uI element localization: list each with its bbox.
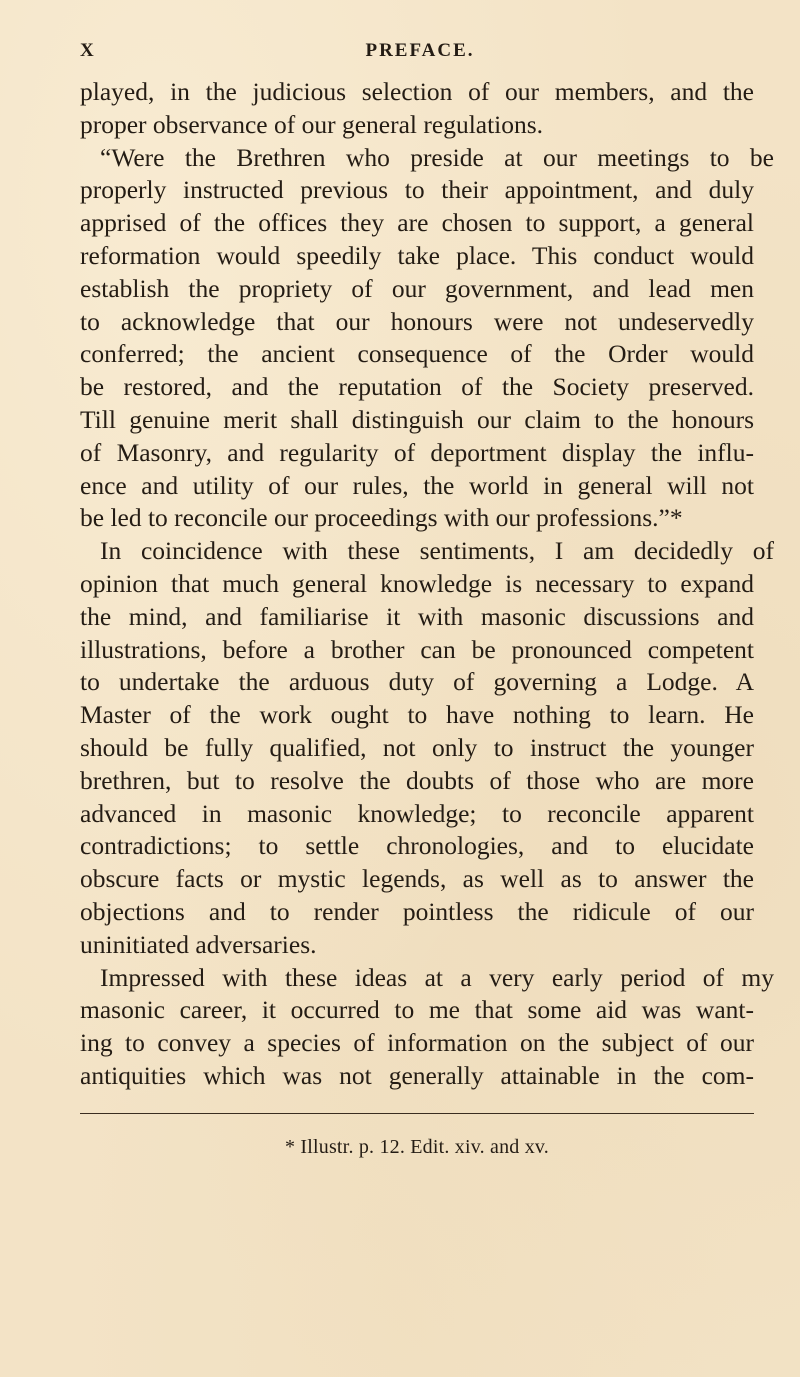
- text-line: opinion that much general knowledge is necessary to expand: [80, 568, 754, 598]
- text-line: In coincidence with these sentiments, I am decidedly of: [100, 536, 774, 566]
- text-line: conferred; the ancient consequence of the Order would: [80, 339, 754, 369]
- text-line: masonic career, it occurred to me that some aid was want-: [80, 995, 754, 1025]
- text-line: be restored, and the reputation of the Society preserved.: [80, 372, 754, 402]
- text-line: contradictions; to settle chronologies, and to elucidate: [80, 831, 754, 861]
- text-line: objections and to render pointless the ridicule of our: [80, 896, 754, 926]
- text-line: Till genuine merit shall distinguish our claim to the honours: [80, 404, 754, 434]
- page-number: X: [80, 40, 95, 61]
- text-line: be led to reconcile our proceedings with our professions.”*: [80, 503, 683, 533]
- footnote: * Illustr. p. 12. Edit. xiv. and xv.: [284, 1135, 550, 1158]
- text-line: advanced in masonic knowledge; to reconcile apparent: [80, 798, 754, 828]
- text-line: should be fully qualified, not only to instruct the younger: [80, 732, 754, 762]
- text-line: uninitiated adversaries.: [80, 929, 317, 959]
- text-line: brethren, but to resolve the doubts of those who are more: [80, 765, 754, 795]
- text-line: of Masonry, and regularity of deportment display the influ-: [80, 437, 754, 467]
- text-line: “Were the Brethren who preside at our meetings to be: [100, 142, 774, 172]
- text-line: properly instructed previous to their appointment, and duly: [80, 175, 754, 205]
- footnote-divider: [80, 1113, 754, 1114]
- text-line: illustrations, before a brother can be pronounced competent: [80, 634, 754, 664]
- text-line: apprised of the offices they are chosen to support, a general: [80, 208, 754, 238]
- running-title: PREFACE.: [365, 40, 475, 61]
- text-line: establish the propriety of our government, and lead men: [80, 273, 754, 303]
- text-line: Master of the work ought to have nothing to learn. He: [80, 700, 754, 730]
- text-line: played, in the judicious selection of our members, and the: [80, 77, 754, 106]
- running-head: [80, 40, 754, 76]
- text-line: the mind, and familiarise it with masonic discussions and: [80, 601, 754, 631]
- text-line: ing to convey a species of information on the subject of our: [80, 1028, 754, 1058]
- text-line: ence and utility of our rules, the world in general will not: [80, 470, 754, 500]
- text-line: proper observance of our general regulations.: [80, 109, 544, 139]
- text-line: reformation would speedily take place. This conduct would: [80, 240, 754, 270]
- text-line: obscure facts or mystic legends, as well as to answer the: [80, 864, 754, 894]
- text-line: antiquities which was not generally attainable in the com-: [80, 1060, 754, 1090]
- text-line: Impressed with these ideas at a very early period of my: [100, 962, 774, 992]
- text-line: to undertake the arduous duty of governing a Lodge. A: [80, 667, 754, 697]
- text-line: to acknowledge that our honours were not undeservedly: [80, 306, 754, 336]
- body-text: [80, 76, 774, 1093]
- book-page: [80, 40, 774, 1159]
